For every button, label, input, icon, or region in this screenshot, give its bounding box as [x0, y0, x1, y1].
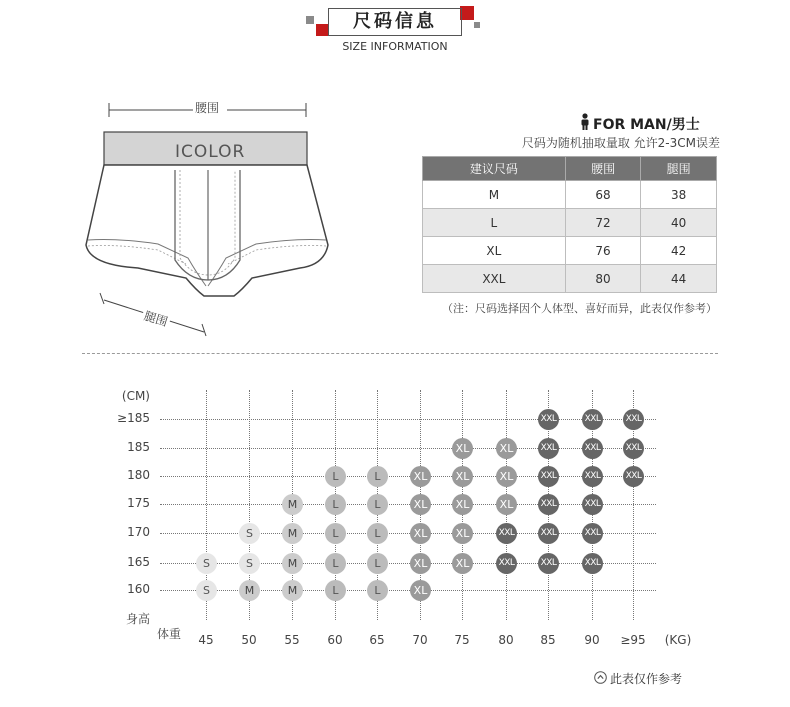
- size-dot-xl: XL: [496, 438, 517, 459]
- size-dot-xl: XL: [452, 438, 473, 459]
- size-dot-xl: XL: [496, 466, 517, 487]
- red-square-decoration: [460, 6, 474, 20]
- size-dot-xxl: XXL: [582, 553, 603, 574]
- size-dot-m: M: [239, 580, 260, 601]
- size-dot-xl: XL: [410, 494, 431, 515]
- size-dot-xl: XL: [410, 466, 431, 487]
- size-dot-l: L: [367, 580, 388, 601]
- x-tick-label: ≥95: [620, 633, 646, 647]
- size-dot-xxl: XXL: [623, 409, 644, 430]
- size-dot-m: M: [282, 494, 303, 515]
- thigh-cell: 44: [641, 265, 717, 293]
- header-thigh: 腿围: [641, 157, 717, 181]
- grey-square-decoration: [306, 16, 314, 24]
- size-dot-xl: XL: [452, 494, 473, 515]
- red-square-decoration: [316, 24, 328, 36]
- thigh-cell: 38: [641, 181, 717, 209]
- x-tick-label: 80: [498, 633, 514, 647]
- measurement-note: 尺码为随机抽取量取 允许2-3CM误差: [521, 136, 720, 150]
- table-row: [423, 181, 717, 209]
- x-tick-label: 45: [198, 633, 214, 647]
- header-size: 建议尺码: [423, 157, 566, 181]
- waist-cell: 68: [565, 181, 641, 209]
- size-dot-l: L: [367, 553, 388, 574]
- size-table: [422, 156, 717, 293]
- underwear-illustration: [78, 90, 348, 340]
- y-axis-title: 身高: [125, 612, 150, 626]
- grey-square-decoration: [474, 22, 480, 28]
- size-dot-l: L: [367, 523, 388, 544]
- size-table-header: [423, 157, 717, 181]
- x-unit-label: (KG): [664, 633, 692, 647]
- size-dot-xl: XL: [452, 466, 473, 487]
- x-tick-label: 70: [412, 633, 428, 647]
- size-dot-xl: XL: [452, 523, 473, 544]
- size-dot-xxl: XXL: [538, 438, 559, 459]
- size-dot-l: L: [325, 466, 346, 487]
- size-dot-xxl: XXL: [582, 466, 603, 487]
- y-tick-label: 185: [127, 440, 150, 454]
- size-dot-xxl: XXL: [623, 466, 644, 487]
- reference-note: 此表仅作参考: [610, 672, 683, 686]
- size-dot-m: M: [282, 523, 303, 544]
- size-dot-m: M: [282, 580, 303, 601]
- size-cell: XL: [423, 237, 566, 265]
- size-dot-xxl: XXL: [538, 494, 559, 515]
- size-dot-s: S: [196, 580, 217, 601]
- size-dot-m: M: [282, 553, 303, 574]
- brand-logo: ICOLOR: [175, 142, 246, 162]
- size-dot-l: L: [325, 523, 346, 544]
- size-dot-xxl: XXL: [538, 553, 559, 574]
- size-dot-xxl: XXL: [582, 523, 603, 544]
- size-dot-s: S: [239, 523, 260, 544]
- size-table-footnote: （注：尺码选择因个人体型、喜好而异，此表仅作参考）: [442, 302, 717, 315]
- section-header: [0, 0, 790, 60]
- size-dot-l: L: [325, 553, 346, 574]
- size-dot-xxl: XXL: [582, 438, 603, 459]
- size-dot-l: L: [367, 494, 388, 515]
- size-dot-l: L: [367, 466, 388, 487]
- size-dot-xxl: XXL: [538, 409, 559, 430]
- y-tick-label: 160: [127, 582, 150, 596]
- size-dot-xl: XL: [496, 494, 517, 515]
- y-tick-label: ≥185: [117, 411, 150, 425]
- header-waist: 腰围: [565, 157, 641, 181]
- size-dot-l: L: [325, 494, 346, 515]
- size-dot-l: L: [325, 580, 346, 601]
- x-tick-label: 60: [327, 633, 343, 647]
- table-row: [423, 209, 717, 237]
- size-dot-xl: XL: [410, 580, 431, 601]
- x-tick-label: 85: [540, 633, 556, 647]
- size-dot-xl: XL: [452, 553, 473, 574]
- size-dot-xl: XL: [410, 523, 431, 544]
- table-row: [423, 265, 717, 293]
- y-tick-label: 170: [127, 525, 150, 539]
- size-cell: XXL: [423, 265, 566, 293]
- x-axis-title: 体重: [156, 627, 181, 641]
- size-dot-xl: XL: [410, 553, 431, 574]
- thigh-cell: 42: [641, 237, 717, 265]
- waist-cell: 80: [565, 265, 641, 293]
- x-tick-label: 90: [584, 633, 600, 647]
- size-dot-xxl: XXL: [496, 523, 517, 544]
- size-dot-xxl: XXL: [582, 494, 603, 515]
- section-divider: [82, 353, 718, 354]
- for-man-label: FOR MAN/男士: [593, 117, 700, 133]
- size-cell: L: [423, 209, 566, 237]
- waist-cell: 72: [565, 209, 641, 237]
- y-tick-label: 180: [127, 468, 150, 482]
- thigh-cell: 40: [641, 209, 717, 237]
- x-tick-label: 55: [284, 633, 300, 647]
- size-dot-xxl: XXL: [623, 438, 644, 459]
- y-tick-label: 165: [127, 555, 150, 569]
- size-dot-s: S: [196, 553, 217, 574]
- size-cell: M: [423, 181, 566, 209]
- page-title: 尺码信息: [353, 11, 437, 32]
- size-dot-s: S: [239, 553, 260, 574]
- size-dot-xxl: XXL: [496, 553, 517, 574]
- grid-row-line: [160, 590, 656, 591]
- y-unit-label: (CM): [121, 389, 150, 403]
- thigh-label: 腿围: [140, 306, 172, 330]
- size-dot-xxl: XXL: [538, 523, 559, 544]
- man-icon: [579, 113, 591, 131]
- size-dot-xxl: XXL: [582, 409, 603, 430]
- size-dot-xxl: XXL: [538, 466, 559, 487]
- table-row: [423, 237, 717, 265]
- reference-icon: [594, 671, 607, 684]
- y-tick-label: 175: [127, 496, 150, 510]
- x-tick-label: 50: [241, 633, 257, 647]
- page-subtitle: SIZE INFORMATION: [342, 40, 448, 53]
- waist-cell: 76: [565, 237, 641, 265]
- x-tick-label: 75: [454, 633, 470, 647]
- x-tick-label: 65: [369, 633, 385, 647]
- waist-label: 腰围: [195, 101, 220, 115]
